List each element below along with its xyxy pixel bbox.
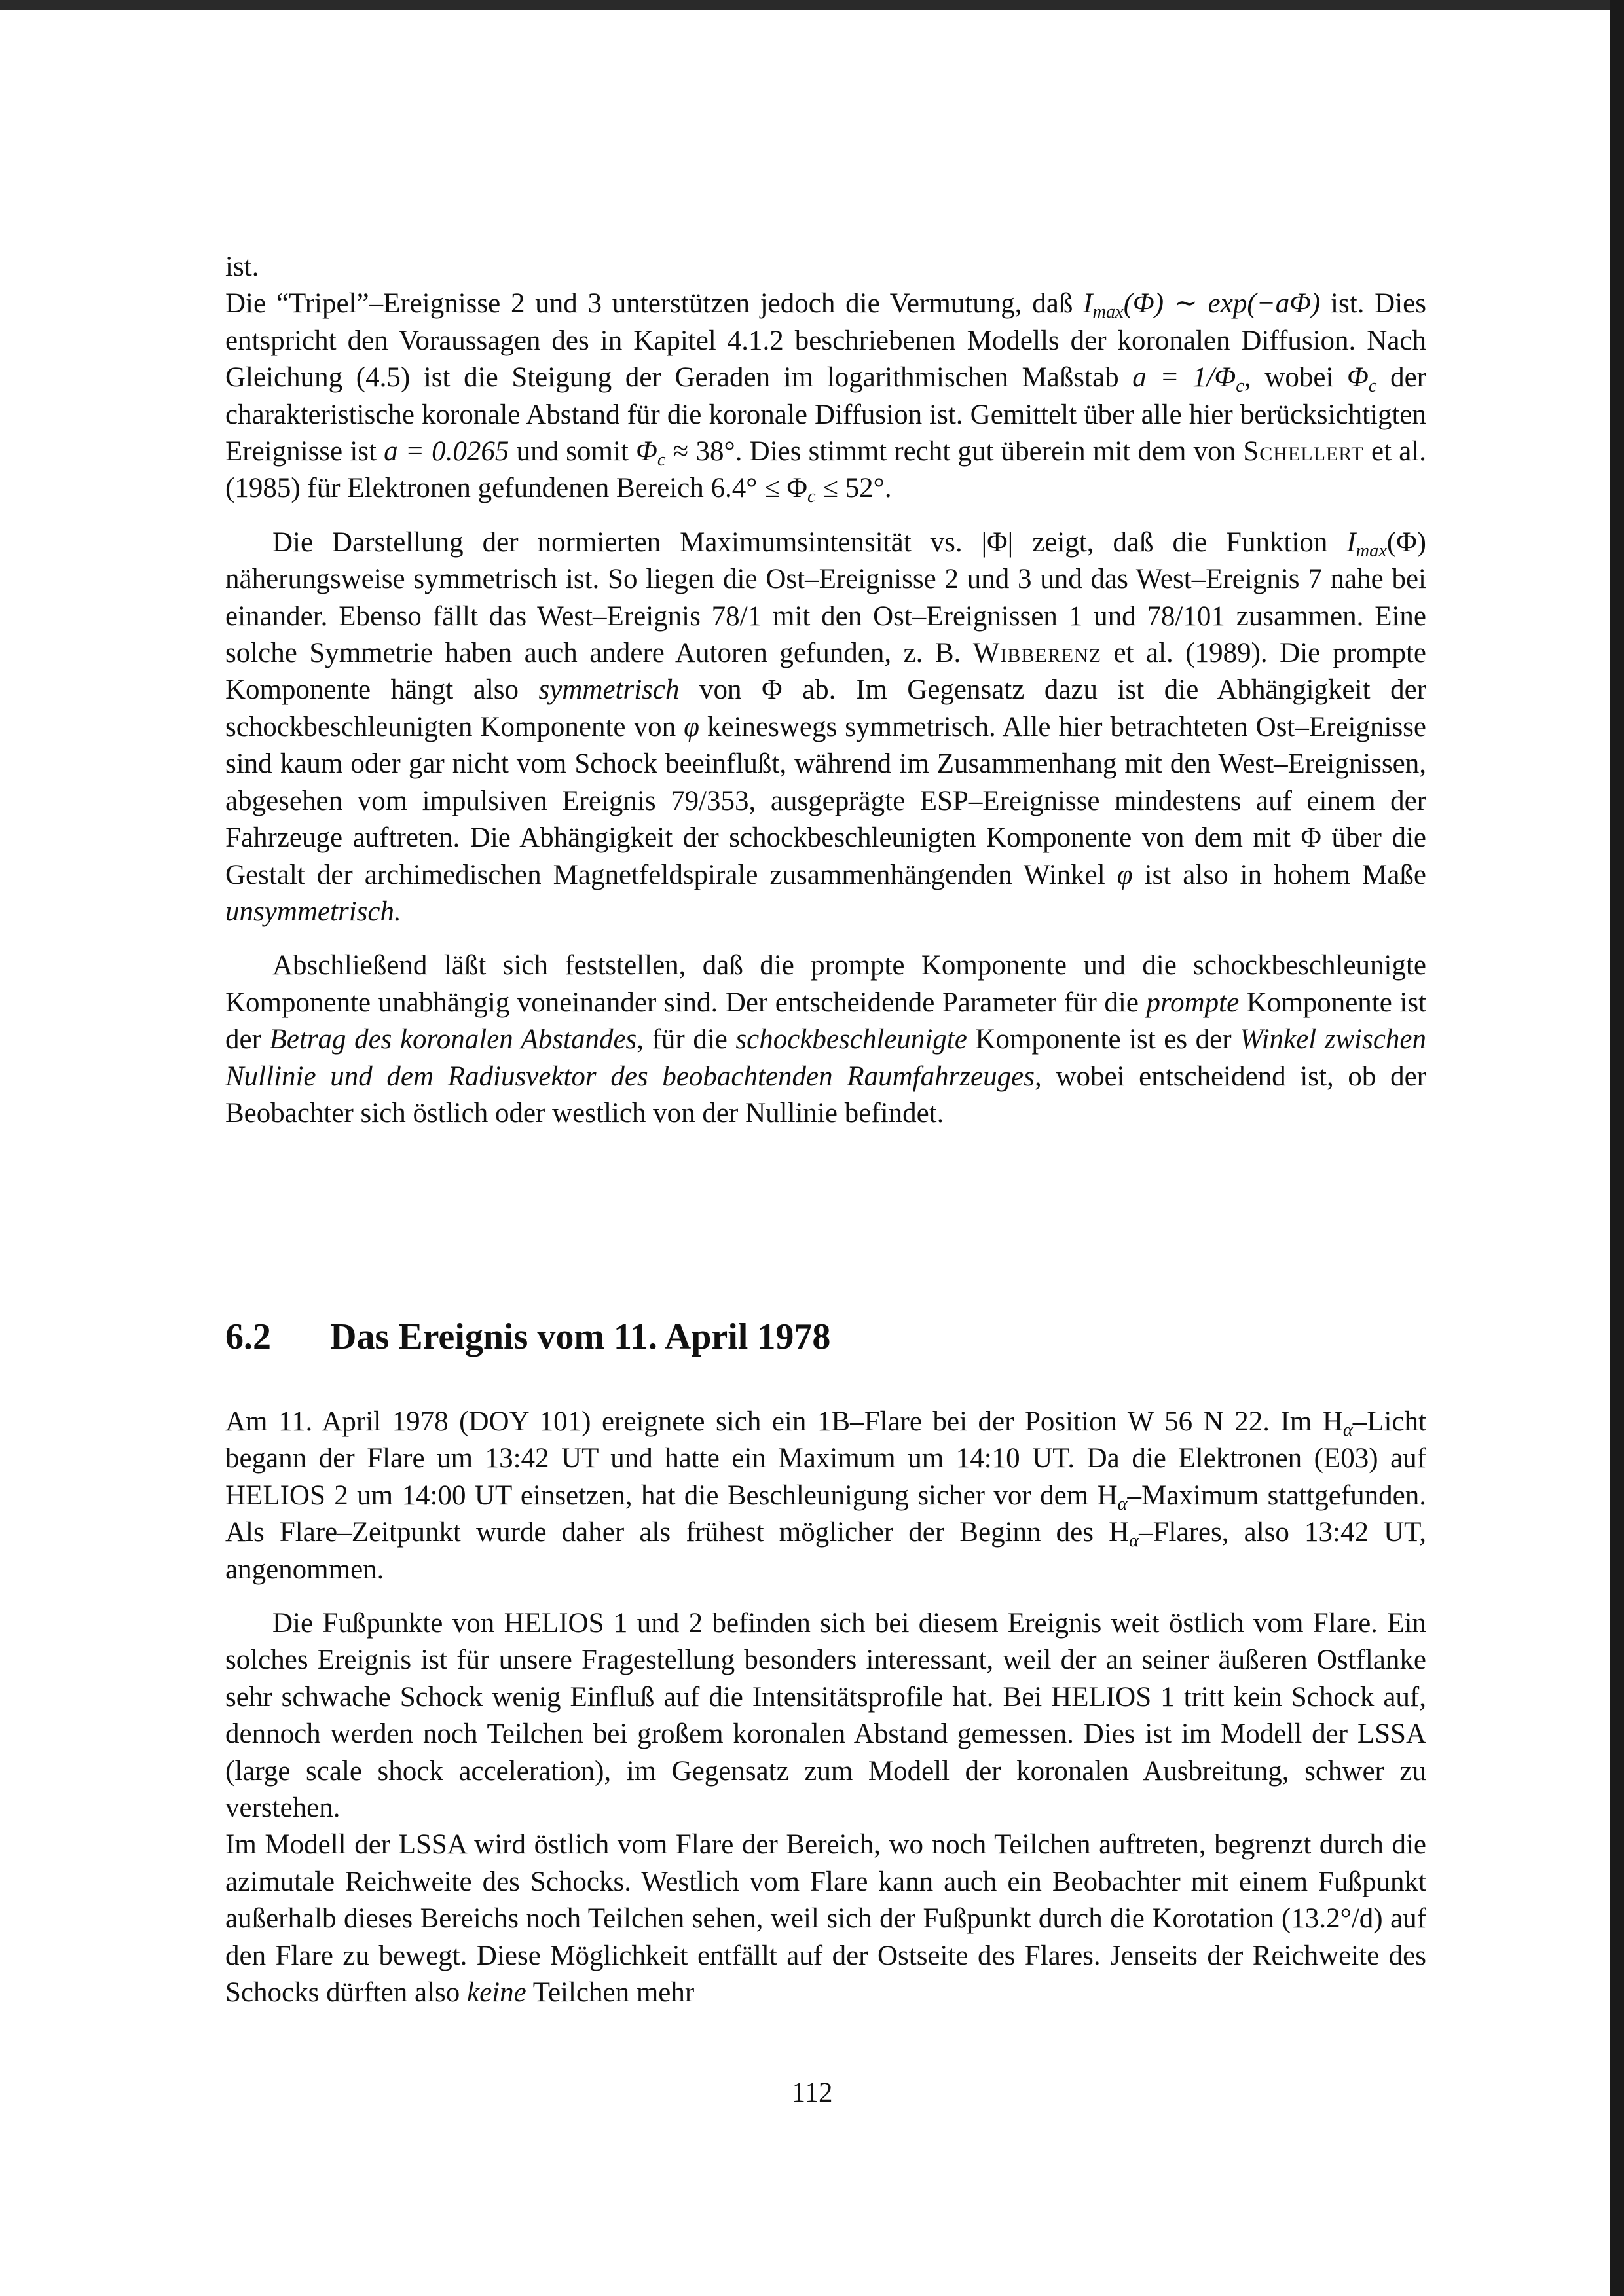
math-subscript: max (1092, 302, 1124, 323)
paragraph-symmetrie (225, 524, 1426, 930)
section-title: Das Ereignis vom 11. April 1978 (330, 1317, 831, 1357)
paragraph-abschluss (225, 947, 1426, 1132)
text-run: Die “Tripel”–Ereignisse 2 und 3 unterstützen jedoch die Vermutung, daß (225, 288, 1084, 319)
text-run: Komponente ist der (225, 987, 1426, 1055)
emphasis: Winkel zwischen Nullinie und dem Radiusvektor des beobachtenden Raumfahrzeuges (225, 1024, 1427, 1092)
section-heading (225, 1314, 830, 1360)
text-run: et al. (1989). Die prompte Komponente hängt also (225, 638, 1426, 706)
text-run: , wobei entscheidend ist, ob der Beobachter sich östlich oder westlich von der Nullinie befindet. (225, 1061, 1427, 1129)
text-run: Teilchen mehr (526, 1977, 695, 2009)
author-name: Schellert (1243, 436, 1364, 467)
text-run: ist also in hohem Maße (1132, 859, 1426, 890)
section-number: 6.2 (225, 1317, 271, 1357)
math-symbol: Φ (1347, 362, 1369, 393)
text-run: Die Darstellung der normierten Maximumsintensität vs. |Φ| zeigt, daß die Funktion (272, 526, 1347, 558)
text-run: ist. (225, 251, 259, 282)
emphasis: unsymmetrisch. (225, 896, 401, 927)
page-body (225, 249, 1426, 1132)
math-subscript: max (1356, 540, 1387, 561)
text-run: Komponente ist es der (967, 1024, 1240, 1055)
math-subscript: α (1117, 1493, 1128, 1514)
section-body (225, 1404, 1426, 2012)
text-run: , wobei (1244, 362, 1348, 393)
math-subscript: c (807, 486, 816, 507)
paragraph-fusspunkte (225, 1605, 1426, 1827)
math-imax: I (1346, 526, 1356, 558)
text-run: –Licht begann der Flare um 13:42 UT und hatte ein Maximum um 14:10 UT. Da die Elektronen (E03) auf HELIOS 2 um 14:00 UT einsetzen, hat die Beschleunigung sicher vor dem H (225, 1406, 1426, 1511)
author-name: Wibberenz (972, 638, 1102, 669)
text-run: et al. (1985) für Elektronen gefundenen Bereich (225, 436, 1427, 504)
math-expression: (Φ) ∼ exp(−aΦ) (1123, 288, 1321, 319)
math-symbol: φ (1116, 859, 1133, 890)
scan-border-top (0, 0, 1624, 10)
emphasis: schockbeschleunigte (735, 1024, 967, 1055)
scan-border-right (1610, 0, 1624, 2296)
math-expression: a = 1/Φ (1132, 362, 1236, 393)
emphasis: Betrag des koronalen Abstandes (269, 1024, 637, 1055)
text-run: ist. Dies entspricht den Voraussagen des in Kapitel 4.1.2 beschriebenen Modells der koronalen Diffusion. Nach Gleichung (4.5) ist die Steigung der Geraden im logarithmischen Maßstab (225, 288, 1426, 393)
text-run: Die Fußpunkte von HELIOS 1 und 2 befinden sich bei diesem Ereignis weit östlich vom Flare. Ein solches Ereignis ist für unsere Fragestellung besonders interessant, weil der an seiner äußeren Ostflanke sehr schwache Schock wenig Einfluß auf die Intensitätsprofile hat. Bei HELIOS 1 tritt kein Schock auf, dennoch werden noch Teilchen bei großem koronalen Abstand gemessen. Dies ist im Modell der LSSA (large scale shock acceleration), im Gegensatz zum Modell der koronalen Ausbreitung, schwer zu verstehen. (225, 1608, 1426, 1824)
math-symbol: Φ (636, 436, 657, 467)
page-number: 112 (791, 2077, 833, 2108)
math-expression: ≈ 38° (665, 436, 735, 467)
text-run: der charakteristische koronale Abstand für die koronale Diffusion ist. Gemittelt über alle hier berücksichtigten Ereignisse ist (225, 362, 1426, 467)
text-run: –Flares, also 13:42 UT, angenommen. (225, 1517, 1426, 1585)
text-run: . Dies stimmt recht gut überein mit dem von (735, 436, 1244, 467)
text-run: , für die (637, 1024, 736, 1055)
text-run: keineswegs symmetrisch. Alle hier betrachteten Ost–Ereignisse sind kaum oder gar nicht vom Schock beeinflußt, während im Zusammenhang mit den West–Ereignissen, abgesehen vom impulsiven Ereignis 79/353, ausgeprägte ESP–Ereignisse mindestens auf einem der Fahrzeuge auftreten. Die Abhängigkeit der schockbeschleunigten Komponente von dem mit Φ über die Gestalt der archimedischen Magnetfeldspirale zusammenhängenden Winkel (225, 711, 1426, 890)
math-expression: 6.4° ≤ Φ (710, 473, 807, 504)
paragraph-tripel (225, 249, 1426, 507)
math-subscript: c (657, 449, 666, 470)
math-subscript: α (1342, 1419, 1353, 1440)
math-expression: ≤ 52°. (815, 473, 892, 504)
math-symbol: φ (684, 711, 699, 742)
text-run: (Φ) näherungsweise symmetrisch ist. So liegen die Ost–Ereignisse 2 und 3 und das West–Ereignis 7 nahe bei einander. Ebenso fällt das West–Ereignis 78/1 mit den Ost–Ereignissen 1 und 78/101 zusammen. Eine solche Symmetrie haben auch andere Autoren gefunden, z. B. (225, 526, 1426, 669)
text-run: und somit (509, 436, 637, 467)
emphasis: prompte (1146, 987, 1240, 1018)
math-imax: I (1083, 288, 1093, 319)
text-run: Im Modell der LSSA wird östlich vom Flare der Bereich, wo noch Teilchen auftreten, begrenzt durch die azimutale Reichweite des Schocks. Westlich vom Flare kann auch ein Beobachter mit einem Fußpunkt außerhalb dieses Bereichs noch Teilchen sehen, weil sich der Fußpunkt durch die Korotation (13.2°/d) auf den Flare zu bewegt. Diese Möglichkeit entfällt auf der Ostseite des Flares. Jenseits der Reichweite des Schocks dürften also (225, 1829, 1426, 2009)
text-run: Abschließend läßt sich feststellen, daß die prompte Komponente und die schockbeschleunigte Komponente unabhängig voneinander sind. Der entscheidende Parameter für die (225, 950, 1426, 1018)
text-run: von Φ ab. Im Gegensatz dazu ist die Abhängigkeit der schockbeschleunigten Komponente von (225, 674, 1426, 742)
text-run: –Maximum stattgefunden. Als Flare–Zeitpunkt wurde daher als frühest möglicher der Beginn des H (225, 1480, 1426, 1548)
math-subscript: c (1236, 376, 1244, 397)
emphasis: symmetrisch (538, 674, 680, 706)
emphasis: keine (467, 1977, 526, 2009)
text-run: Am 11. April 1978 (DOY 101) ereignete sich ein 1B–Flare bei der Position W 56 N 22. Im H (225, 1406, 1343, 1437)
paragraph-lssa (225, 1827, 1426, 2011)
math-subscript: c (1368, 376, 1377, 397)
paragraph-ereignis (225, 1404, 1426, 1588)
math-subscript: α (1129, 1531, 1139, 1552)
math-expression: a = 0.0265 (384, 436, 509, 467)
